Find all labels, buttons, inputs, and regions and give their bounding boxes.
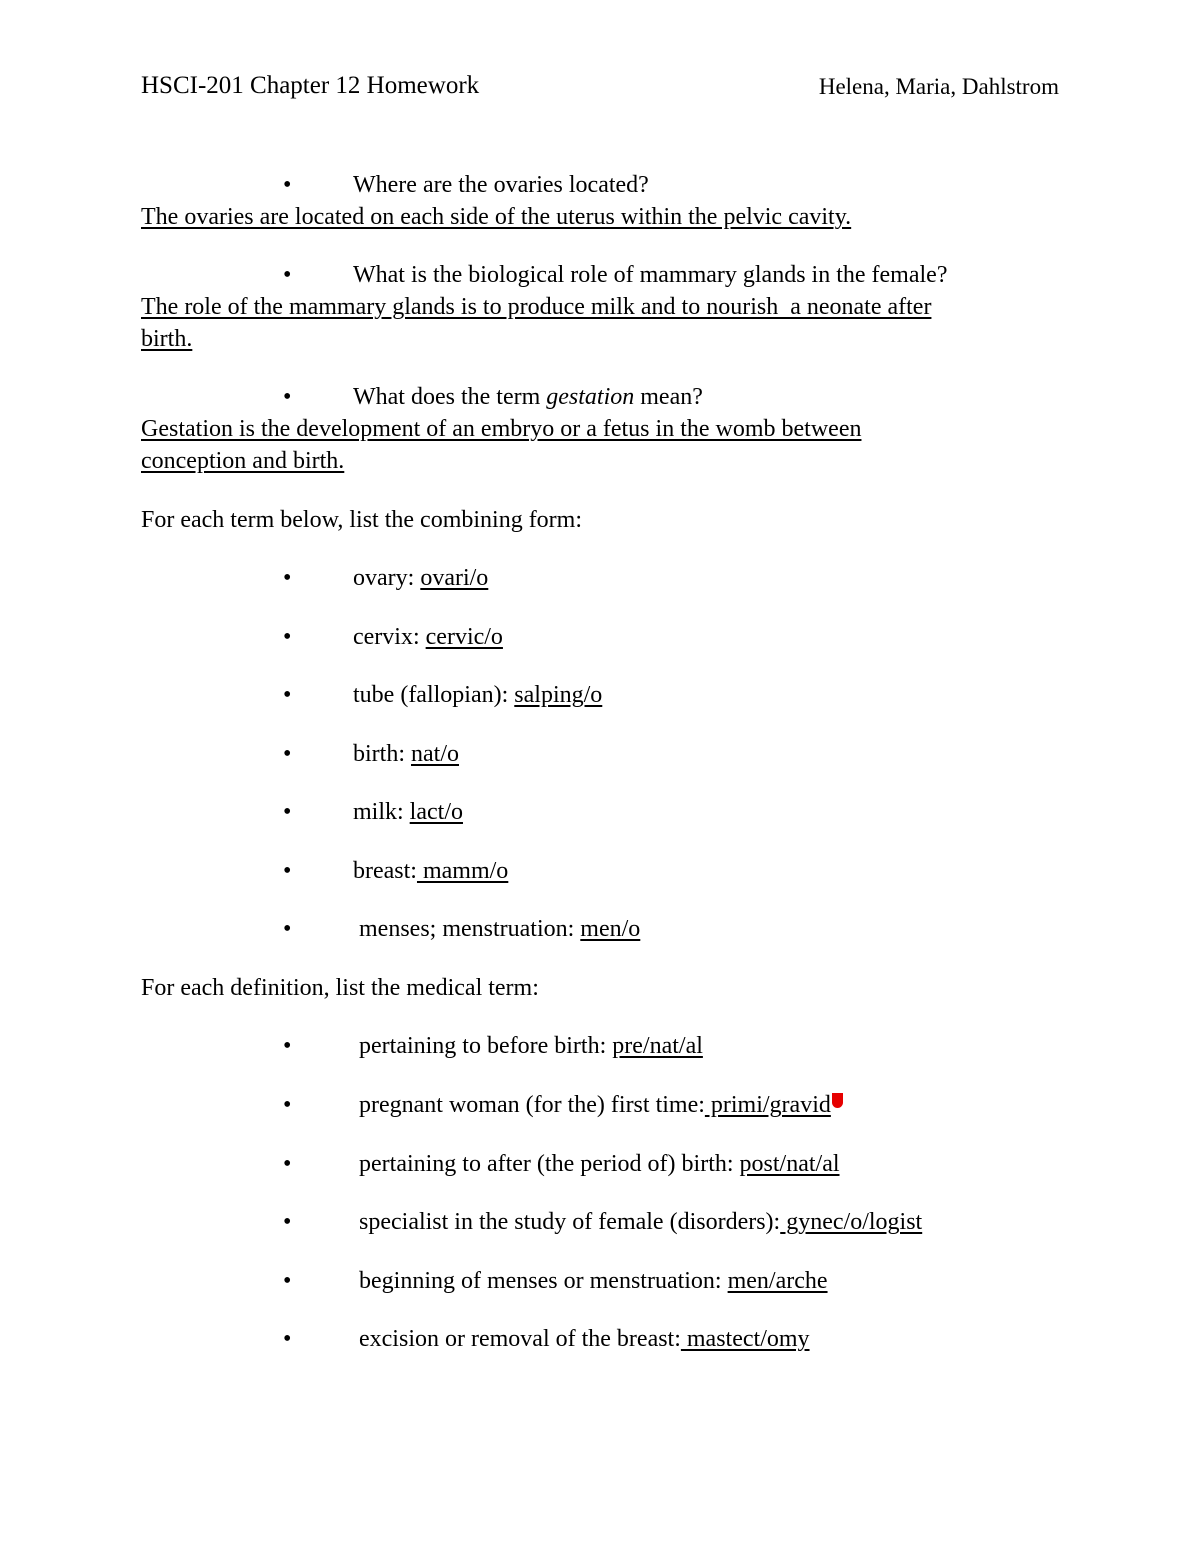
definition-label: pertaining to before birth: [359, 1033, 613, 1059]
comment-marker-icon[interactable] [832, 1093, 843, 1108]
bullet: • [283, 1033, 292, 1059]
combining-form-item [353, 565, 488, 592]
answer-mammary-line-1: The role of the mammary glands is to produce milk and to nourish a neonate after [141, 294, 932, 320]
medical-term-item [359, 1268, 828, 1295]
bullet: • [283, 858, 292, 884]
term-label: breast: [353, 858, 417, 884]
term-label: milk: [353, 799, 410, 825]
bullet: • [283, 1326, 292, 1352]
question-gestation-term: gestation [546, 384, 635, 410]
combining-form-item [353, 741, 459, 768]
medical-terms-instruction: For each definition, list the medical term: [141, 975, 539, 1001]
answer-gestation-line-1: Gestation is the development of an embryo or a fetus in the womb between [141, 416, 862, 442]
question-gestation-after: mean? [634, 384, 703, 410]
question-gestation-before: What does the term [353, 384, 547, 410]
term-label: menses; menstruation: [359, 916, 581, 942]
bullet: • [283, 741, 292, 767]
term-label: cervix: [353, 624, 426, 650]
question-mammary: What is the biological role of mammary glands in the female? [353, 262, 948, 288]
bullet: • [283, 262, 292, 288]
bullet: • [283, 916, 292, 942]
combining-forms-instruction: For each term below, list the combining form: [141, 507, 583, 533]
combining-form-item [353, 682, 602, 709]
question-ovaries: Where are the ovaries located? [353, 172, 649, 198]
medical-term-item [359, 1092, 843, 1119]
bullet: • [283, 1209, 292, 1235]
term-answer: salping/o [514, 682, 603, 708]
combining-form-item [359, 916, 640, 943]
bullet: • [283, 624, 292, 650]
definition-answer: mastect/omy [680, 1326, 810, 1352]
student-name: Helena, Maria, Dahlstrom [818, 74, 1059, 99]
answer-mammary-line-2: birth. [141, 326, 193, 352]
bullet: • [283, 384, 292, 410]
medical-term-item [359, 1033, 703, 1060]
term-answer: lact/o [409, 799, 463, 825]
combining-form-item [353, 624, 503, 651]
definition-label: specialist in the study of female (disorders): [359, 1209, 781, 1235]
medical-term-item [359, 1151, 840, 1178]
question-gestation [353, 384, 703, 411]
definition-answer: post/nat/al [739, 1151, 840, 1177]
term-answer: cervic/o [425, 624, 503, 650]
term-label: birth: [353, 741, 411, 767]
course-title: HSCI-201 Chapter 12 Homework [141, 72, 480, 99]
definition-answer: men/arche [727, 1268, 828, 1294]
bullet: • [283, 799, 292, 825]
term-label: ovary: [353, 565, 421, 591]
bullet: • [283, 1268, 292, 1294]
term-answer: nat/o [411, 741, 459, 767]
definition-label: beginning of menses or menstruation: [359, 1268, 728, 1294]
definition-label: pertaining to after (the period of) birth: [359, 1151, 740, 1177]
term-answer: ovari/o [420, 565, 489, 591]
medical-term-item [359, 1326, 810, 1353]
term-answer: men/o [580, 916, 641, 942]
combining-form-item [353, 799, 463, 826]
definition-label: pregnant woman (for the) first time: [359, 1092, 705, 1118]
definition-answer: gynec/o/logist [780, 1209, 923, 1235]
answer-ovaries: The ovaries are located on each side of the uterus within the pelvic cavity. [141, 204, 852, 230]
bullet: • [283, 565, 292, 591]
bullet: • [283, 172, 292, 198]
medical-term-item [359, 1209, 922, 1236]
combining-form-item [353, 858, 508, 885]
definition-label: excision or removal of the breast: [359, 1326, 681, 1352]
term-label: tube (fallopian): [353, 682, 515, 708]
term-answer: mamm/o [416, 858, 509, 884]
definition-answer: primi/gravid [704, 1092, 831, 1118]
bullet: • [283, 1092, 292, 1118]
definition-answer: pre/nat/al [612, 1033, 703, 1059]
bullet: • [283, 1151, 292, 1177]
bullet: • [283, 682, 292, 708]
answer-gestation-line-2: conception and birth. [141, 448, 345, 474]
